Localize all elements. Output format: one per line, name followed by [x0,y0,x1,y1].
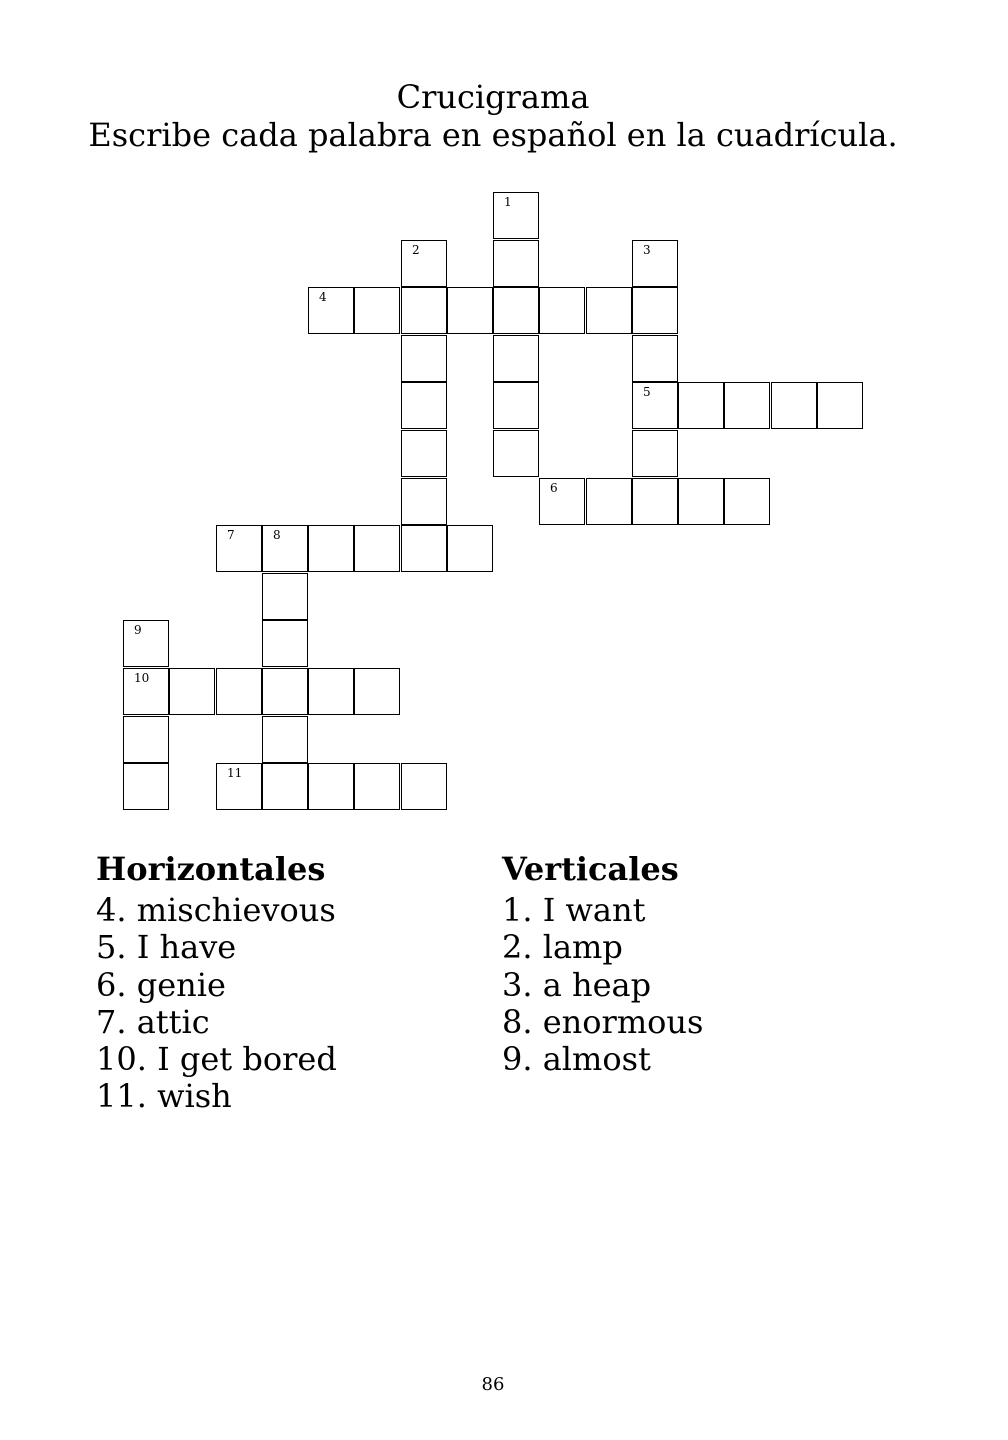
cell-number: 3 [643,243,651,257]
grid-cell[interactable] [493,240,539,287]
grid-cell[interactable] [817,382,863,429]
cell-number: 1 [504,195,512,209]
grid-cell[interactable] [123,620,169,667]
grid-cell[interactable] [632,240,678,287]
grid-cell[interactable] [724,478,770,525]
grid-cell[interactable] [401,335,447,382]
grid-cell[interactable] [262,716,308,763]
cell-number: 7 [227,528,235,542]
cell-number: 2 [412,243,420,257]
grid-cell[interactable] [493,287,539,334]
cell-number: 11 [227,766,243,780]
grid-cell[interactable] [539,478,585,525]
grid-cell[interactable] [354,287,400,334]
grid-cell[interactable] [678,478,724,525]
grid-cell[interactable] [262,620,308,667]
grid-cell[interactable] [586,478,632,525]
across-heading: Horizontales [96,850,326,888]
across-clue: 10. I get bored [96,1040,337,1079]
page-title: Crucigrama [396,78,590,116]
grid-cell[interactable] [262,525,308,572]
grid-cell[interactable] [216,763,262,810]
down-clue: 1. I want [502,891,646,929]
page-subtitle: Escribe cada palabra en español en la cuadrícula. [88,116,898,154]
across-clue: 5. I have [96,928,237,967]
grid-cell[interactable] [354,525,400,572]
grid-cell[interactable] [401,478,447,525]
down-heading: Verticales [502,850,679,888]
grid-cell[interactable] [401,525,447,572]
cell-number: 4 [319,290,327,304]
grid-cell[interactable] [493,382,539,429]
grid-cell[interactable] [401,287,447,334]
grid-cell[interactable] [401,382,447,429]
across-clues [96,850,337,1116]
cell-number: 8 [273,528,281,542]
grid-cell[interactable] [308,525,354,572]
grid-cell[interactable] [493,192,539,239]
down-clue: 2. lamp [502,928,623,967]
grid-cell[interactable] [216,525,262,572]
cell-number: 5 [643,385,651,399]
grid-cell[interactable] [262,573,308,620]
grid-cell[interactable] [678,382,724,429]
down-clue: 8. enormous [502,1002,704,1041]
grid-cell[interactable] [308,668,354,715]
grid-cell[interactable] [447,525,493,572]
down-clue: 3. a heap [502,965,652,1004]
grid-cell[interactable] [493,430,539,477]
grid-cell[interactable] [354,763,400,810]
grid-cell[interactable] [308,287,354,334]
grid-cell[interactable] [539,287,585,334]
grid-cell[interactable] [123,668,169,715]
across-clue: 4. mischievous [96,891,336,929]
grid-cell[interactable] [771,382,817,429]
grid-cell[interactable] [447,287,493,334]
grid-cell[interactable] [632,382,678,429]
grid-cell[interactable] [262,763,308,810]
across-clue: 7. attic [96,1002,210,1041]
grid-cell[interactable] [632,287,678,334]
across-clue: 11. wish [96,1077,232,1116]
grid-cell[interactable] [169,668,215,715]
grid-cell[interactable] [632,335,678,382]
grid-cell[interactable] [401,430,447,477]
grid-cell[interactable] [401,240,447,287]
cell-number: 9 [134,623,142,637]
grid-cell[interactable] [632,430,678,477]
grid-cell[interactable] [401,763,447,810]
grid-cell[interactable] [586,287,632,334]
grid-cell[interactable] [123,716,169,763]
grid-cell[interactable] [123,763,169,810]
grid-cell[interactable] [216,668,262,715]
across-clue: 6. genie [96,965,226,1004]
cell-number: 10 [134,671,150,685]
down-clues [502,850,703,1078]
grid-cell[interactable] [308,763,354,810]
page-number: 86 [481,1374,505,1395]
grid-cell[interactable] [493,335,539,382]
grid-cell[interactable] [632,478,678,525]
grid-cell[interactable] [354,668,400,715]
down-clue: 9. almost [502,1040,651,1079]
cell-number: 6 [550,481,558,495]
grid-cell[interactable] [724,382,770,429]
grid-cell[interactable] [262,668,308,715]
